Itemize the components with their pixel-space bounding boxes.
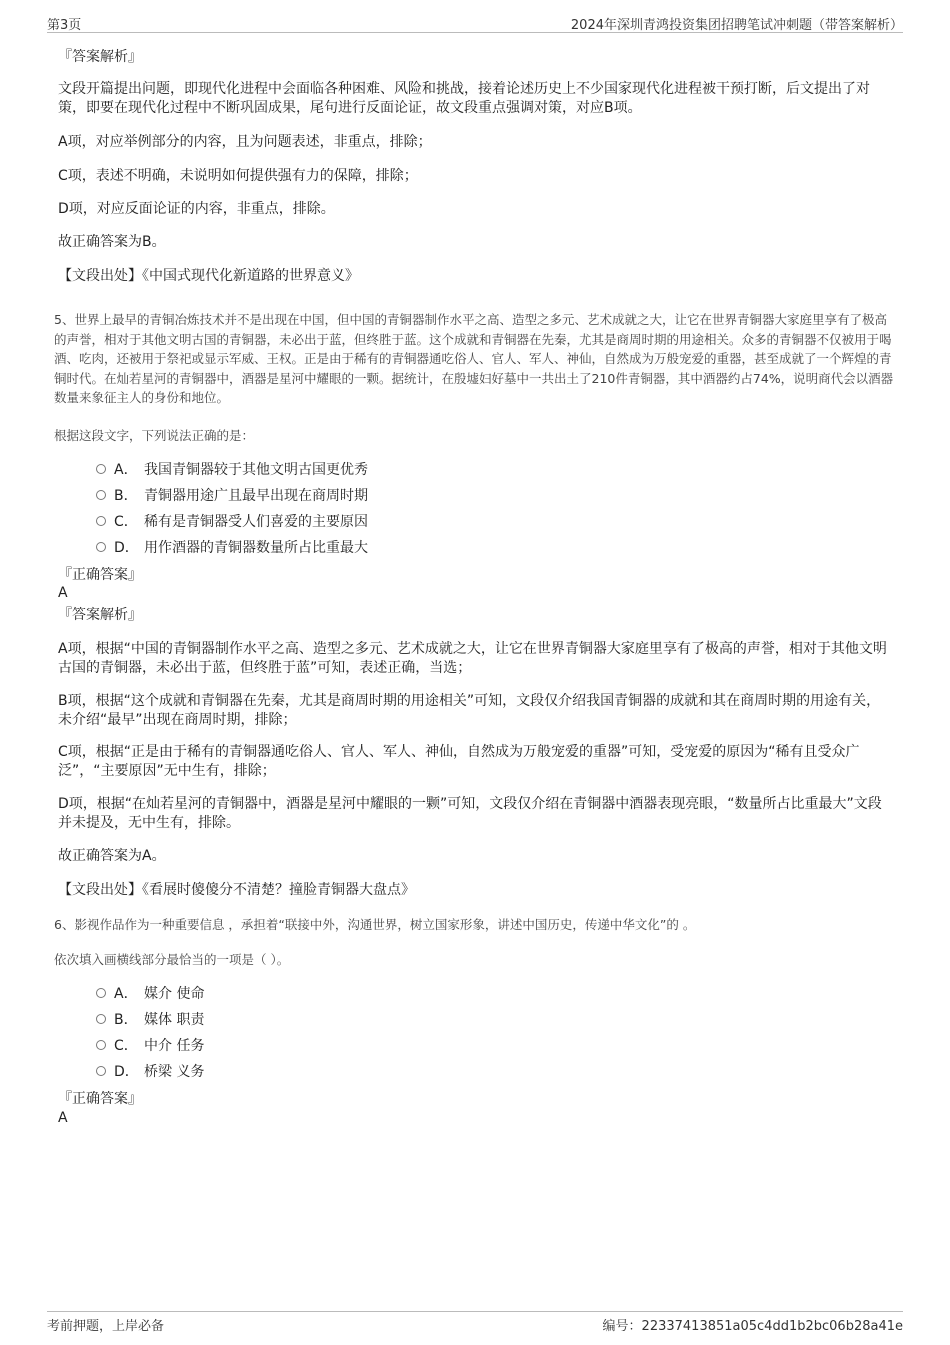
q4-analysis-label: 『答案解析』 (58, 49, 142, 65)
q4-analysis-option-a: A项，对应举例部分的内容，且为问题表述，非重点，排除； (58, 134, 432, 150)
q4-analysis-paragraph: 文段开篇提出问题，即现代化进程中会面临各种困难、风险和挑战，接着论述历史上不少国家现代化进程被干预打断，后文提出了对策，即要在现代化过程中不断巩固成果，尾句进行反面论证，故文段重点强调对策，对应B项。 (58, 81, 870, 116)
q6-answer: A (58, 1110, 68, 1126)
q5-answer: A (58, 585, 68, 601)
q5-stem: 5、世界上最早的青铜冶炼技术并不是出现在中国，但中国的青铜器制作水平之高、造型之多元、艺术成就之大，让它在世界青铜器大家庭里享有了极高的声誉，相对于其他文明古国的青铜器，未必出于蓝，但终胜于蓝。这个成就和青铜器在先秦，尤其是商周时期的用途相关。众多的青铜器不仅被用于喝酒、吃肉，还被用于祭祀或显示军威、王权。正是由于稀有的青铜器通吃俗人、官人、军人、神仙，自然成为万般宠爱的重器，甚至成就了一个辉煌的青铜时代。在灿若星河的青铜器中，酒器是星河中耀眼的一颗。据统计，在殷墟妇好墓中一共出土了210件青铜器，其中酒器约占74%，说明商代会以酒器数量来象征主人的身份和地位。 (54, 312, 894, 405)
page-number: 第3页 (47, 18, 82, 33)
q5-analysis-label: 『答案解析』 (58, 607, 142, 623)
radio-icon[interactable] (96, 1066, 106, 1076)
q5-analysis-option-d: D项，根据“在灿若星河的青铜器中，酒器是星河中耀眼的一颗”可知，文段仅介绍在青铜器中酒器表现亮眼，“数量所占比重最大”文段并未提及，无中生有，排除。 (58, 796, 882, 831)
radio-icon[interactable] (96, 490, 106, 500)
q4-analysis-option-c: C项，表述不明确，未说明如何提供强有力的保障，排除； (58, 168, 418, 184)
radio-icon[interactable] (96, 516, 106, 526)
document-title: 2024年深圳青鸿投资集团招聘笔试冲刺题（带答案解析） (570, 18, 903, 33)
page-header (47, 14, 903, 33)
q5-prompt: 根据这段文字，下列说法正确的是： (54, 428, 255, 443)
radio-icon[interactable] (96, 464, 106, 474)
q6-option-d[interactable]: D． 桥梁 义务 (96, 1063, 204, 1081)
q4-analysis-option-d: D项，对应反面论证的内容，非重点，排除。 (58, 201, 335, 217)
q5-analysis-option-b: B项，根据“这个成就和青铜器在先秦，尤其是商周时期的用途相关”可知，文段仅介绍我国青铜器的成就和其在商周时期的用途有关，未介绍“最早”出现在商周时期，排除； (58, 693, 881, 728)
q5-option-c[interactable]: C． 稀有是青铜器受人们喜爱的主要原因 (96, 513, 368, 531)
q4-conclusion: 故正确答案为B。 (58, 234, 166, 250)
footer-slogan: 考前押题，上岸必备 (47, 1319, 165, 1334)
q6-prompt: 依次填入画横线部分最恰当的一项是（ ）。 (54, 952, 290, 967)
q6-stem: 6、影视作品作为一种重要信息 ，承担着“联接中外，沟通世界，树立国家形象，讲述中国历史，传递中华文化”的 。 (54, 917, 696, 932)
document-id: 编号：22337413851a05c4dd1b2bc06b28a41e (602, 1319, 903, 1334)
radio-icon[interactable] (96, 1040, 106, 1050)
q5-conclusion: 故正确答案为A。 (58, 848, 166, 864)
radio-icon[interactable] (96, 542, 106, 552)
radio-icon[interactable] (96, 1014, 106, 1024)
q5-analysis-option-a: A项，根据“中国的青铜器制作水平之高、造型之多元、艺术成就之大，让它在世界青铜器大家庭里享有了极高的声誉，相对于其他文明古国的青铜器，未必出于蓝，但终胜于蓝”可知，表述正确，当选； (58, 641, 887, 676)
q6-option-a[interactable]: A． 媒介 使命 (96, 985, 204, 1003)
radio-icon[interactable] (96, 988, 106, 998)
q6-answer-label: 『正确答案』 (58, 1091, 142, 1107)
q5-option-d[interactable]: D． 用作酒器的青铜器数量所占比重最大 (96, 539, 368, 557)
q6-option-b[interactable]: B． 媒体 职责 (96, 1011, 204, 1029)
q5-analysis-option-c: C项，根据“正是由于稀有的青铜器通吃俗人、官人、军人、神仙，自然成为万般宠爱的重器”可知，受宠爱的原因为“稀有且受众广泛”，“主要原因”无中生有，排除； (58, 744, 860, 779)
q4-source: 【文段出处】《中国式现代化新道路的世界意义》 (58, 268, 359, 284)
q5-source: 【文段出处】《看展时傻傻分不清楚？撞脸青铜器大盘点》 (58, 882, 415, 898)
q5-option-b[interactable]: B． 青铜器用途广且最早出现在商周时期 (96, 487, 368, 505)
q5-option-a[interactable]: A． 我国青铜器较于其他文明古国更优秀 (96, 461, 368, 479)
q5-answer-label: 『正确答案』 (58, 567, 142, 583)
page-footer (47, 1311, 903, 1339)
q6-option-c[interactable]: C． 中介 任务 (96, 1037, 204, 1055)
